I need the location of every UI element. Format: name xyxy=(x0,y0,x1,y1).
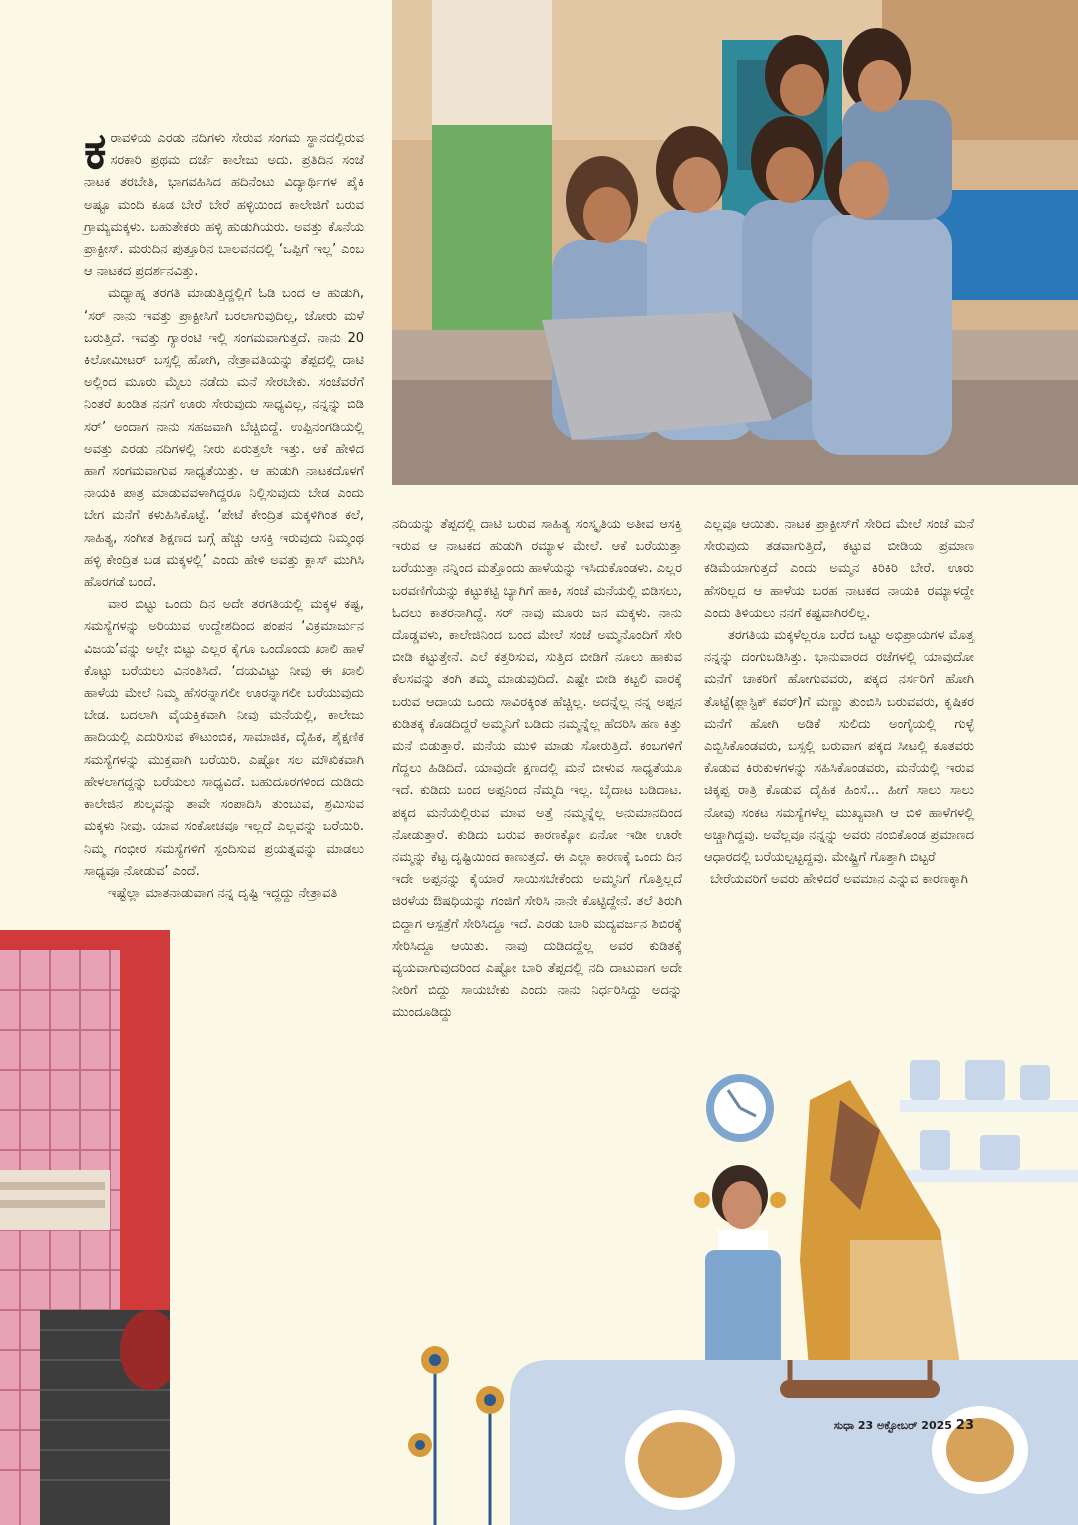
students-laptop-photo xyxy=(392,0,1078,485)
flower-icon xyxy=(408,1346,504,1525)
page-footer xyxy=(834,1418,974,1433)
clock-icon xyxy=(706,1074,774,1142)
article-paragraph: ಕರಾವಳಿಯ ಎರಡು ನದಿಗಳು ಸೇರುವ ಸಂಗಮ ಸ್ಥಾನದಲ್ಲಿರುವ ಸರಕಾರಿ ಪ್ರಥಮ ದರ್ಜೆ ಕಾಲೇಜು ಅದು. ಪ್ರತಿದಿನ ಸಂಜೆ ನಾಟಕ ತರಬೇತಿ, ಭಾಗವಹಿಸಿದ ಹದಿನೆಂಟು ವಿದ್ಯಾರ್ಥಿಗಳ ಪೈಕಿ ಅಷ್ಟೂ ಮಂದಿ ಕೂಡ ಬೇರೆ ಬೇರೆ ಹಳ್ಳಿಯಿಂದ ಕಾಲೇಜಿಗೆ ಬರುವ ಗ್ರಾಮ್ಯಮಕ್ಕಳು. ಬಹುತೇಕರು ಹಳ್ಳಿ ಹುಡುಗಿಯರು. ಅವತ್ತು ಕೊನೆಯ ಪ್ರಾಕ್ಟೀಸ್. ಮರುದಿನ ಪುತ್ತೂರಿನ ಬಾಲವನದಲ್ಲಿ ‘ಒಪ್ಪಿಗೆ ಇಲ್ಲ’ ಎಂಬ ಆ ನಾಟಕದ ಪ್ರದರ್ಶನವಿತ್ತು. xyxy=(84,121,364,280)
magazine-issue: ಸುಧಾ 23 ಅಕ್ಟೋಬರ್ 2025 xyxy=(833,1419,952,1432)
article-paragraph: ನದಿಯನ್ನು ತೆಪ್ಪದಲ್ಲಿ ದಾಟಿ ಬರುವ ಸಾಹಿತ್ಯ ಸಂಸ್ಕೃತಿಯ ಅತೀವ ಆಸಕ್ತಿ ಇರುವ ಆ ನಾಟಕದ ಹುಡುಗಿ ರಮ್ಯಾಳ ಮೇಲೆ. ಆಕೆ ಬರೆಯುತ್ತಾ ಬರೆಯುತ್ತಾ ನನ್ನಿಂದ ಮತ್ತೊಂದು ಹಾಳೆಯನ್ನು ಇಸಿದುಕೊಂಡಳು. ಎಲ್ಲರ ಬರವಣಿಗೆಯನ್ನು ಕಟ್ಟುಕಟ್ಟಿ ಬ್ಯಾಗಿಗೆ ಹಾಕಿ, ಸಂಜೆ ಮನೆಯಲ್ಲಿ ಬಿಡಿಸಲು, ಓದಲು ಕಾತರನಾಗಿದ್ದೆ. ಸರ್ ನಾವು ಮೂರು ಜನ ಮಕ್ಕಳು. ನಾನು ದೊಡ್ಡವಳು, ಕಾಲೇಜಿನಿಂದ ಬಂದ ಮೇಲೆ ಸಂಜೆ ಅಮ್ಮನೊಂದಿಗೆ ಸೇರಿ ಬೀಡಿ ಕಟ್ಟುತ್ತೇನೆ. ಎಲೆ ಕತ್ತರಿಸುವ, ಸುತ್ತಿದ ಬೀಡಿಗೆ ನೂಲು ಹಾಕುವ ಕೆಲಸವನ್ನು ತಂಗಿ ತಮ್ಮ ಮಾಡುವುದಿದೆ. ಎಷ್ಟೇ ಬೀಡಿ ಕಟ್ಟಲಿ ವಾರಕ್ಕೆ ಬರುವ ಆದಾಯ ಒಂದು ಸಾವಿರಕ್ಕಿಂತ ಹೆಚ್ಚಿಲ್ಲ. ಅದನ್ನೆಲ್ಲ ನನ್ನ ಅಪ್ಪನ ಕುಡಿತಕ್ಕ ಕೊಡದಿದ್ದರೆ ಅಮ್ಮನಿಗೆ ಬಡಿದು ನಮ್ಮನ್ನೆಲ್ಲ ಹೆದರಿಸಿ ಹಣ ಕಿತ್ತು ಮನೆ ಬಿಡುತ್ತಾರೆ. ಮನೆಯ ಮುಳಿ ಮಾಡು ಸೋರುತ್ತಿದೆ. ಕಂಬಗಳಿಗೆ ಗೆದ್ದಲು ಹಿಡಿದಿದೆ. ಯಾವುದೇ ಕ್ಷಣದಲ್ಲಿ ಮನೆ ಬೀಳುವ ಸಾಧ್ಯತೆಯೂ ಇದೆ. ಕುಡಿದು ಬಂದ ಅಪ್ಪನಿಂದ ನೆಮ್ಮದಿ ಇಲ್ಲ. ಬೈದಾಟ ಬಡಿದಾಟ. ಪಕ್ಕದ ಮನೆಯಲ್ಲಿರುವ ಮಾವ ಅತ್ತೆ ನಮ್ಮನ್ನೆಲ್ಲ ಅನುಮಾನದಿಂದ ನೋಡುತ್ತಾರೆ. ಕುಡಿದು ಬರುವ ಕಾರಣಕ್ಕೋ ಏನೋ ಇಡೀ ಊರೇ ನಮ್ಮನ್ನು ಕೆಟ್ಟ ದೃಷ್ಟಿಯಿಂದ ಕಾಣುತ್ತದೆ. ಈ ಎಲ್ಲಾ ಕಾರಣಕ್ಕೆ ಒಂದು ದಿನ ಇದೇ ಅಪ್ಪನನ್ನು ಕೈಯಾರೆ ಸಾಯಿಸಬೇಕೆಂದು ಅಮ್ಮನಿಗೆ ಗೊತ್ತಿಲ್ಲದೆ ಜಿರಳೆಯ ಔಷಧಿಯನ್ನು ಗಂಜಿಗೆ ಸೇರಿಸಿ ನಾನೇ ಕೊಟ್ಟಿದ್ದೇನೆ. ತಲೆ ತಿರುಗಿ ಬಿದ್ದಾಗ ಆಸ್ಪತ್ರೆಗೆ ಸೇರಿಸಿದ್ದೂ ಇದೆ. ಎರಡು ಬಾರಿ ಮದ್ಯವರ್ಜನ ಶಿಬಿರಕ್ಕೆ ಸೇರಿಸಿದ್ದೂ ಆಯಿತು. ನಾವು ದುಡಿದದ್ದೆಲ್ಲ ಅವರ ಕುಡಿತಕ್ಕೆ ವ್ಯಯವಾಗುವುದರಿಂದ ಎಷ್ಟೋ ಬಾರಿ ತೆಪ್ಪದಲ್ಲಿ ನದಿ ದಾಟುವಾಗ ಅದೇ ನೀರಿಗೆ ಬಿದ್ದು ಸಾಯಬೇಕು ಎಂದು ನಾನು ನಿರ್ಧರಿಸಿದ್ದು ಅದನ್ನು ಮುಂದೂಡಿದ್ದು xyxy=(392,517,682,1021)
article-paragraph: ವಾರ ಬಿಟ್ಟು ಒಂದು ದಿನ ಅದೇ ತರಗತಿಯಲ್ಲಿ ಮಕ್ಕಳ ಕಷ್ಟ, ಸಮಸ್ಯೆಗಳನ್ನು ಅರಿಯುವ ಉದ್ದೇಶದಿಂದ ಪಂಪನ ‘ವಿಕ್ರಮಾರ್ಜುನ ವಿಜಯ’ವನ್ನು ಅಲ್ಲೇ ಬಿಟ್ಟು ಎಲ್ಲರ ಕೈಗೂ ಒಂದೊಂದು ಖಾಲಿ ಹಾಳೆ ಕೊಟ್ಟು ಬರೆಯಲು ವಿನಂತಿಸಿದೆ. ‘ದಯವಿಟ್ಟು ನೀವು ಈ ಖಾಲಿ ಹಾಳೆಯ ಮೇಲೆ ನಿಮ್ಮ ಹೆಸರನ್ನಾಗಲೀ ಊರನ್ನಾಗಲೀ ಬರೆಯುವುದು ಬೇಡ. ಬದಲಾಗಿ ವೈಯಕ್ತಿಕವಾಗಿ ನೀವು ಮನೆಯಲ್ಲಿ, ಕಾಲೇಜು ಹಾದಿಯಲ್ಲಿ ಎದುರಿಸುವ ಕೌಟುಂಬಿಕ, ಸಾಮಾಜಿಕ, ದೈಹಿಕ, ಶೈಕ್ಷಣಿಕ ಸಮಸ್ಯೆಗಳನ್ನು ಮುಕ್ತವಾಗಿ ಬರೆಯಿರಿ. ಎಷ್ಟೋ ಸಲ ಮೌಖಿಕವಾಗಿ ಹೇಳಲಾಗದ್ದನ್ನು ಬರೆಯಲು ಸಾಧ್ಯವಿದೆ. ಬಹುದೂರಗಳಿಂದ ದುಡಿದು ಕಾಲೇಜಿನ ಶುಲ್ಕವನ್ನು ತಾವೇ ಸಂಪಾದಿಸಿ ತುಂಬುವ, ಶ್ರಮಿಸುವ ಮಕ್ಕಳು ನೀವು. ಯಾವ ಸಂಕೋಚವೂ ಇಲ್ಲದೆ ಎಲ್ಲವನ್ನು ಬರೆಯಿರಿ. ನಿಮ್ಮ ಗಂಭೀರ ಸಮಸ್ಯೆಗಳಿಗೆ ಸ್ಪಂದಿಸುವ ಪ್ರಯತ್ನವನ್ನು ಮಾಡಲು ಸಾಧ್ಯವೂ ನೋಡುವ’ ಎಂದೆ. xyxy=(84,597,364,879)
article-paragraph: ಎಲ್ಲವೂ ಆಯಿತು. ನಾಟಕ ಪ್ರಾಕ್ಟೀಸ್‌ಗೆ ಸೇರಿದ ಮೇಲೆ ಸಂಜೆ ಮನೆ ಸೇರುವುದು ತಡವಾಗುತ್ತಿದೆ, ಕಟ್ಟುವ ಬೀಡಿಯ ಪ್ರಮಾಣ ಕಡಿಮೆಯಾಗುತ್ತದೆ ಎಂದು ಅಮ್ಮನ ಕಿರಿಕಿರಿ ಬೇರೆ. ಊರು ಹೆಸರಿಲ್ಲದ ಆ ಹಾಳೆಯ ಬರಹ ನಾಟಕದ ನಾಯಕಿ ರಮ್ಯಾಳದ್ದೇ ಎಂದು ತಿಳಿಯಲು ನನಗೆ ಕಷ್ಟವಾಗಿರಲಿಲ್ಲ. xyxy=(704,517,974,621)
article-column-1 xyxy=(84,121,364,905)
article-column-3 xyxy=(704,514,974,891)
article-column-2 xyxy=(392,514,682,1025)
article-paragraph: ಬೇರೆಯವರಿಗೆ ಅವರು ಹೇಳಿದರೆ ಅವಮಾನ ಎನ್ನುವ ಕಾರಣಕ್ಕಾಗಿ xyxy=(710,872,968,888)
article-paragraph: ಇಷ್ಟೆಲ್ಲಾ ಮಾತನಾಡುವಾಗ ನನ್ನ ದೃಷ್ಟಿ ಇದ್ದದ್ದು ನೇತ್ರಾವತಿ xyxy=(108,885,338,901)
kitchen-illustration xyxy=(380,1060,1078,1525)
left-illustration xyxy=(0,930,170,1525)
page-number: 23 xyxy=(955,1418,974,1433)
article-paragraph: ಮಧ್ಯಾಹ್ನ ತರಗತಿ ಮಾಡುತ್ತಿದ್ದಲ್ಲಿಗೆ ಓಡಿ ಬಂದ ಆ ಹುಡುಗಿ, ‘ಸರ್ ನಾನು ಇವತ್ತು ಪ್ರಾಕ್ಟೀಸಿಗೆ ಬರಲಾಗುವುದಿಲ್ಲ, ಜೋರು ಮಳೆ ಬರುತ್ತಿದೆ. ಇವತ್ತು ಗ್ಯಾರಂಟಿ ಇಲ್ಲಿ ಸಂಗಮವಾಗುತ್ತದೆ. ನಾನು 20 ಕಿಲೋಮೀಟರ್ ಬಸ್ಸಲ್ಲಿ ಹೋಗಿ, ನೇತ್ರಾವತಿಯನ್ನು ತೆಪ್ಪದಲ್ಲಿ ದಾಟಿ ಅಲ್ಲಿಂದ ಮೂರು ಮೈಲು ನಡೆದು ಮನೆ ಸೇರಬೇಕು. ಸಂಜೆವರೆಗೆ ನಿಂತರೆ ಖಂಡಿತ ನನಗೆ ಊರು ಸೇರುವುದು ಸಾಧ್ಯವಿಲ್ಲ, ನನ್ನನ್ನು ಬಿಡಿ ಸರ್’ ಅಂದಾಗ ನಾನು ಸಹಜವಾಗಿ ಬೆಚ್ಚಿಬಿದ್ದೆ. ಉಪ್ಪಿನಂಗಡಿಯಲ್ಲಿ ಅವತ್ತು ಎರಡು ನದಿಗಳಲ್ಲಿ ನೀರು ಏರುತ್ತಲೇ ಇತ್ತು. ಆಕೆ ಹೇಳಿದ ಹಾಗೆ ಸಂಗಮವಾಗುವ ಸಾಧ್ಯತೆಯಿತ್ತು. ಆ ಹುಡುಗಿ ನಾಟಕದೊಳಗೆ ನಾಯಕಿ ಪಾತ್ರ ಮಾಡುವವಳಾಗಿದ್ದರೂ ನಿಲ್ಲಿಸುವುದು ಬೇಡ ಎಂದು ಬೇಗ ಮನೆಗೆ ಕಳುಹಿಸಿಕೊಟ್ಟೆ. ‘ಪೇಟೆ ಕೇಂದ್ರಿತ ಮಕ್ಕಳಿಗಿಂತ ಕಲೆ, ಸಾಹಿತ್ಯ, ಸಂಗೀತ ಶಿಕ್ಷಣದ ಬಗ್ಗೆ ಹೆಚ್ಚು ಆಸಕ್ತಿ ಇರುವುದು ನಿಮ್ಮಂಥ ಹಳ್ಳಿ ಕೇಂದ್ರಿತ ಬಡ ಮಕ್ಕಳಲ್ಲಿ’ ಎಂದು ಹೇಳಿ ಅವತ್ತು ಕ್ಲಾಸ್ ಮುಗಿಸಿ ಹೊರಗಡೆ ಬಂದೆ. xyxy=(84,286,364,591)
drop-cap: ಕ xyxy=(84,121,107,180)
article-paragraph: ತರಗತಿಯ ಮಕ್ಕಳೆಲ್ಲರೂ ಬರೆದ ಒಟ್ಟು ಅಭಿಪ್ರಾಯಗಳ ಮೊತ್ತ ನನ್ನನ್ನು ದಂಗುಬಡಿಸಿತ್ತು. ಭಾನುವಾರದ ರಜೆಗಳಲ್ಲಿ ಯಾವುದೋ ಮನೆಗೆ ಚಾಕರಿಗೆ ಹೋಗುವವರು, ಪಕ್ಕದ ನರ್ಸರಿಗೆ ಹೋಗಿ ತೊಟ್ಟೆ(ಪ್ಲಾಸ್ಟಿಕ್ ಕವರ್)ಗೆ ಮಣ್ಣು ತುಂಬಿಸಿ ಬರುವವರು, ಕೃಷಿಕರ ಮನೆಗೆ ಹೋಗಿ ಅಡಿಕೆ ಸುಲಿದು ಅಂಗೈಯಲ್ಲಿ ಗುಳ್ಳೆ ಎಬ್ಬಿಸಿಕೊಂಡವರು, ಬಸ್ಸಲ್ಲಿ ಬರುವಾಗ ಪಕ್ಕದ ಸೀಟಲ್ಲಿ ಕೂತವರು ಕೊಡುವ ಕಿರುಕುಳಗಳನ್ನು ಸಹಿಸಿಕೊಂಡವರು, ಮನೆಯಲ್ಲಿ ಇರುವ ಚಿಕ್ಕಪ್ಪ ರಾತ್ರಿ ಕೊಡುವ ದೈಹಿಕ ಹಿಂಸೆ... ಹೀಗೆ ಸಾಲು ಸಾಲು ನೋವು ಸಂಕಟ ಸಮಸ್ಯೆಗಳೆಲ್ಲ ಮುಖ್ಯವಾಗಿ ಆ ಬಿಳಿ ಹಾಳೆಗಳಲ್ಲಿ ಅಚ್ಚಾಗಿದ್ದವು. ಅವೆಲ್ಲವೂ ನನ್ನನ್ನು ಅವರು ನಂಬಿಕೊಂಡ ಪ್ರಮಾಣದ ಆಧಾರದಲ್ಲಿ ಬರೆಯಲ್ಪಟ್ಟದ್ದವು. ಮೇಷ್ಟ್ರಿಗೆ ಗೊತ್ತಾಗಿ ಬಿಟ್ಟರೆ xyxy=(704,628,974,866)
